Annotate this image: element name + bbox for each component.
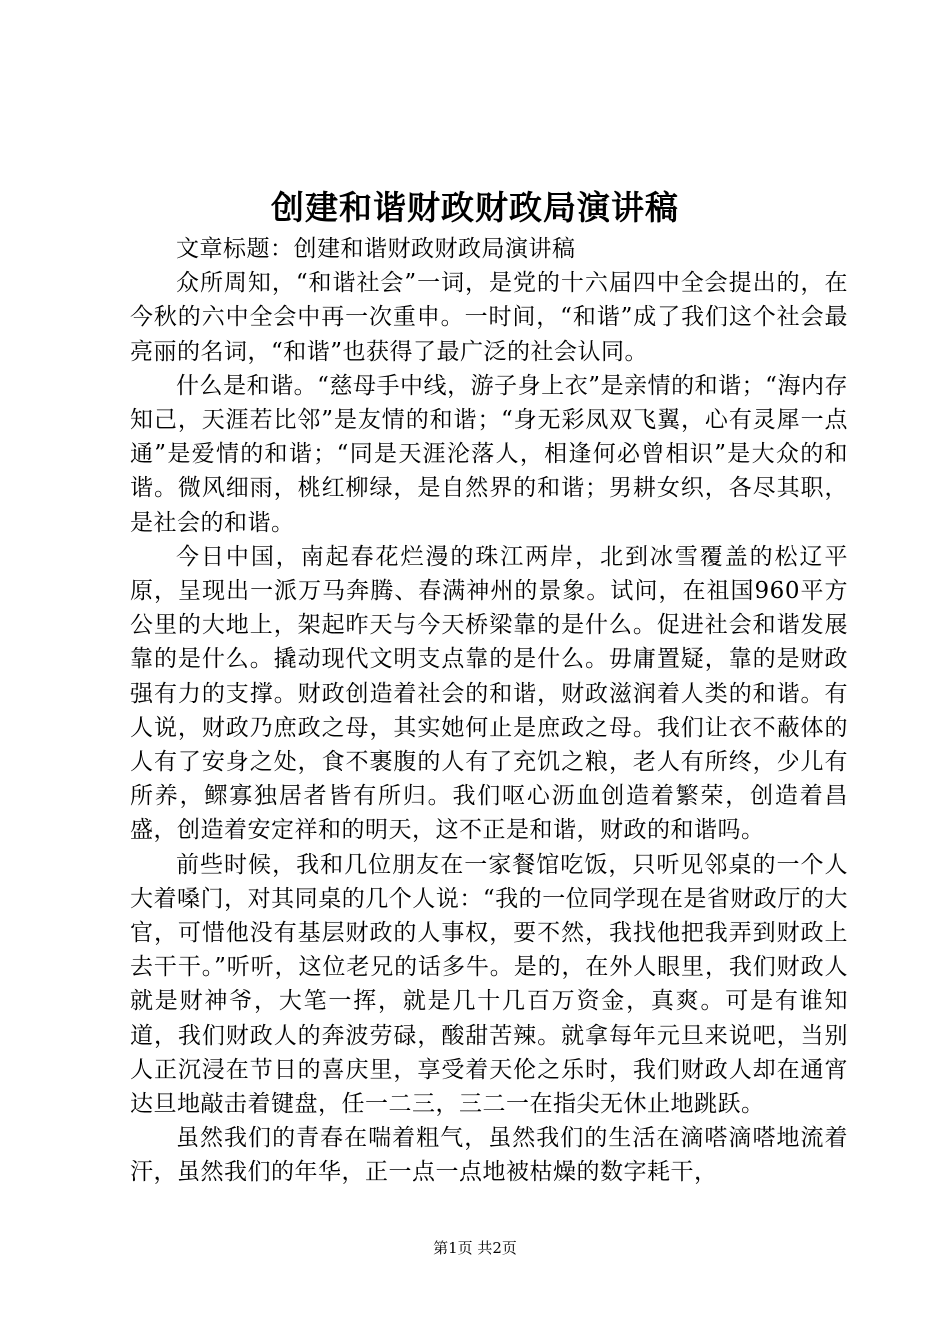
paragraph: 众所周知，“和谐社会”一词，是党的十六届四中全会提出的，在今秋的六中全会中再一次重申。一时间，“和谐”成了我们这个社会最亮丽的名词，“和谐”也获得了最广泛的社会认同。	[130, 270, 848, 365]
document-title: 创建和谐财政财政局演讲稿	[271, 188, 679, 227]
paragraph: 虽然我们的青春在喘着粗气，虽然我们的生活在滴嗒滴嗒地流着汗，虽然我们的年华，正一点一点地被枯燥的数字耗干，	[130, 1125, 848, 1186]
paragraph: 什么是和谐。“慈母手中线，游子身上衣”是亲情的和谐；“海内存知己，天涯若比邻”是友情的和谐；“身无彩凤双飞翼，心有灵犀一点通”是爱情的和谐；“同是天涯沦落人，相逢何必曾相识”是大众的和谐。微风细雨，桃红柳绿，是自然界的和谐；男耕女织，各尽其职，是社会的和谐。	[130, 372, 848, 536]
paragraph: 前些时候，我和几位朋友在一家餐馆吃饭，只听见邻桌的一个人大着嗓门，对其同桌的几个人说：“我的一位同学现在是省财政厅的大官，可惜他没有基层财政的人事权，要不然，我找他把我弄到财政上去干干。”听听，这位老兄的话多牛。是的，在外人眼里，我们财政人就是财神爷，大笔一挥，就是几十几百万资金，真爽。可是有谁知道，我们财政人的奔波劳碌，酸甜苦辣。就拿每年元旦来说吧，当别人正沉浸在节日的喜庆里，享受着天伦之乐时，我们财政人却在通宵达旦地敲击着键盘，任一二三，三二一在指尖无休止地跳跃。	[130, 851, 848, 1118]
paragraph-article-title: 文章标题：创建和谐财政财政局演讲稿	[176, 236, 576, 262]
page-footer: 第1页 共2页	[433, 1239, 517, 1257]
paragraph: 今日中国，南起春花烂漫的珠江两岸，北到冰雪覆盖的松辽平原，呈现出一派万马奔腾、春满神州的景象。试问，在祖国960平方公里的大地上，架起昨天与今天桥梁靠的是什么。促进社会和谐发展靠的是什么。撬动现代文明支点靠的是什么。毋庸置疑，靠的是财政强有力的支撑。财政创造着社会的和谐，财政滋润着人类的和谐。有人说，财政乃庶政之母，其实她何止是庶政之母。我们让衣不蔽体的人有了安身之处，食不裹腹的人有了充饥之粮，老人有所终，少儿有所养，鳏寡独居者皆有所归。我们呕心沥血创造着繁荣，创造着昌盛，创造着安定祥和的明天，这不正是和谐，财政的和谐吗。	[130, 543, 848, 844]
document-body	[130, 232, 848, 1190]
